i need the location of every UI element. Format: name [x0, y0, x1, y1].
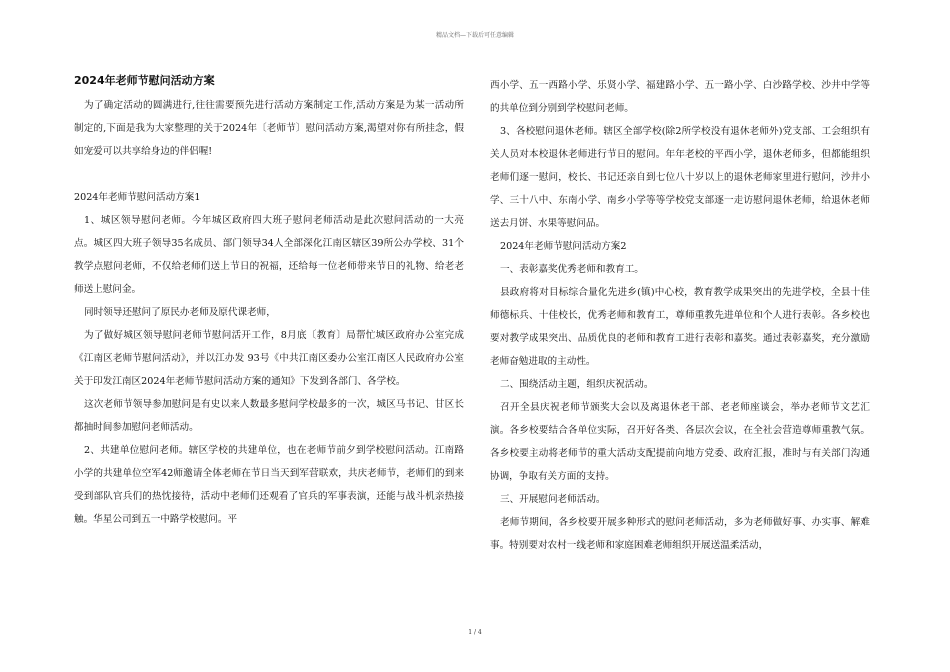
paragraph: 为了做好城区领导慰问老师节慰问活开工作，8月底〔教育〕局帮忙城区政府办公室完成《江南区老师节慰问活动》，并以江办发 93号《中共江南区委办公室江南区人民政府办公室关于印发江南区2024年老师节慰问活动方案的通知》下发到各部门、各学校。	[74, 330, 464, 387]
left-column	[74, 72, 464, 531]
document-title: 2024年老师节慰问活动方案	[74, 74, 215, 87]
section-heading: 一、表彰嘉奖优秀老师和教育工。	[500, 264, 644, 275]
section-heading: 三、开展慰问老师活动。	[500, 494, 606, 505]
spacer	[74, 163, 464, 186]
paragraph: 县政府将对目标综合量化先进乡(镇)中心校，教育教学成果突出的先进学校，全县十佳师德标兵、十佳校长，优秀老师和教育工，尊师重教先进单位和个人进行表彰。各乡校也要对教学成果突出、品质优良的老师和教育工进行表彰和嘉奖。通过表彰嘉奖，充分激励老师奋勉进取的主动性。	[490, 287, 870, 367]
paragraph: 1、城区领导慰问老师。今年城区政府四大班子慰问老师活动是此次慰问活动的一大亮点。城区四大班子领导35名成员、部门领导34人全部深化江南区辖区39所公办学校、31个教学点慰问老师，不仅给老师们送上节日的祝福，还给每一位老师带来节日的礼物、给老老师送上慰问金。	[74, 215, 464, 295]
paragraph: 2、共建单位慰问老师。辖区学校的共建单位，也在老师节前夕到学校慰问活动。江南路小学的共建单位空军42师邀请全体老师在节日当天到军营联欢，共庆老师节，老师们的到来受到部队官兵们的热忱接待，活动中老师们还观看了官兵的军事表演，还能与战斗机亲热接触。华星公司到五一中路学校慰问。平	[74, 445, 464, 525]
page-header: 精品文档—下载后可任意编辑	[435, 32, 514, 39]
paragraph: 西小学、五一西路小学、乐贤小学、福建路小学、五一路小学、白沙路学校、沙井中学等的共单位到分别到学校慰问老师。	[490, 80, 870, 114]
paragraph: 同时领导还慰问了原民办老师及原代课老师，	[84, 307, 276, 318]
paragraph: 3、各校慰问退休老师。辖区全部学校(除2所学校没有退休老师外)党支部、工会组织有关人员对本校退休老师进行节日的慰问。年年老校的平西小学，退休老师多，但都能组织老师们逐一慰问，校长、书记还亲自到七位八十岁以上的退休老师家里进行慰问，沙井小学、三十八中、东南小学、南乡小学等等学校党支部逐一走访慰问退休老师，给退休老师送去月饼、水果等慰问品。	[490, 126, 870, 229]
page-number: 1 / 4	[468, 629, 482, 636]
paragraph: 这次老师节领导参加慰问是有史以来人数最多慰问学校最多的一次，城区马书记、甘区长都抽时间参加慰问老师活动。	[74, 399, 464, 433]
right-column	[490, 74, 870, 557]
intro-paragraph: 为了确定活动的圆满进行,往往需要预先进行活动方案制定工作,活动方案是为某一活动所制定的,下面是我为大家整理的关于2024年〔老师节〕慰问活动方案,渴望对你有所挂念，假如宠爱可以共享给身边的伴侣喔!	[74, 100, 464, 157]
section-heading: 二、围绕活动主题，组织庆祝活动。	[500, 379, 654, 390]
paragraph: 老师节期间，各乡校要开展多种形式的慰问老师活动，多为老师做好事、办实事、解难事。特别要对农村一线老师和家庭困难老师组织开展送温柔活动，	[490, 517, 870, 551]
section-subtitle-2: 2024年老师节慰问活动方案2	[500, 241, 627, 252]
section-subtitle-1: 2024年老师节慰问活动方案1	[74, 192, 201, 203]
paragraph: 召开全县庆祝老师节颁奖大会以及离退休老干部、老老师座谈会，举办老师节文艺汇演。各乡校要结合各单位实际，召开好各类、各层次会议，在全社会营造尊师重教气氛。各乡校要主动将老师节的重大活动支配提前向地方党委、政府汇报，准时与有关部门沟通协调，争取有关方面的支持。	[490, 402, 870, 482]
